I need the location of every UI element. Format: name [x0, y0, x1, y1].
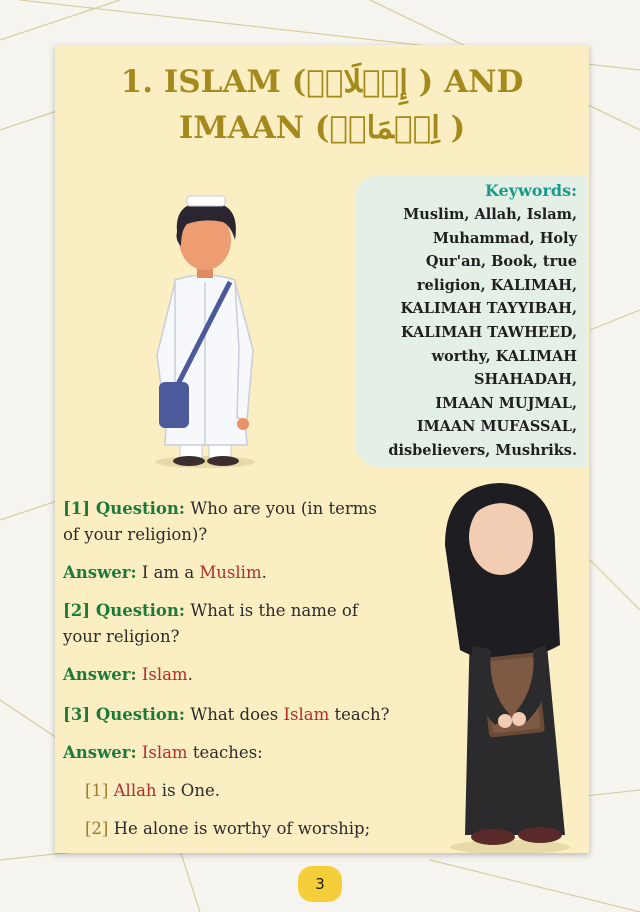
keyword-line: IMAAN MUJMAL, [435, 394, 577, 412]
keyword-line: Muhammad, Holy [432, 229, 577, 247]
answer-3 [63, 741, 263, 765]
answer-1 [63, 561, 267, 585]
keyword-line: Muslim, Allah, Islam, [403, 206, 577, 223]
list-text: is One. [156, 781, 220, 800]
list-highlight: Allah [113, 781, 157, 800]
page-number: 3 [298, 866, 342, 902]
keyword-line: worthy, KALIMAH [431, 347, 577, 365]
keyword-line: disbelievers, Mushriks. [388, 441, 577, 459]
list-number: [1] [85, 781, 109, 800]
answer-text: teaches: [187, 743, 263, 762]
question-1 [63, 497, 377, 521]
keywords-heading: Keywords: [484, 181, 577, 200]
answer-highlight: Muslim [199, 563, 262, 582]
answer-end: . [261, 563, 267, 582]
question-1-cont [63, 523, 207, 547]
answer-label: Answer: [63, 563, 137, 582]
question-label: [1] Question: [63, 499, 185, 518]
question-text: of your religion)? [63, 525, 208, 544]
answer-highlight: Islam [141, 665, 188, 684]
question-label: [2] Question: [63, 601, 185, 620]
answer-label: Answer: [63, 665, 137, 684]
book-page [55, 45, 589, 853]
answer-label: Answer: [63, 743, 137, 762]
answer-2 [63, 663, 193, 687]
boy-illustration [135, 170, 275, 470]
keywords-box [355, 175, 587, 467]
title-line-2: IMAAN (اِیۡمَانۡ ) [178, 110, 466, 146]
keyword-line: KALIMAH TAWHEED, [400, 323, 577, 341]
keywords-list [355, 203, 577, 463]
list-number: [2] [85, 819, 109, 838]
question-highlight: Islam [283, 705, 330, 724]
answer-highlight: Islam [141, 743, 188, 762]
page-title [55, 59, 589, 151]
question-text: Who are you (in terms [184, 499, 377, 518]
answer-text: I am a [136, 563, 200, 582]
question-end: teach? [329, 705, 390, 724]
girl-illustration [415, 475, 585, 853]
question-label: [3] Question: [63, 705, 185, 724]
list-item [85, 779, 220, 803]
answer-end: . [187, 665, 193, 684]
keyword-line: Qur'an, Book, true [425, 253, 577, 271]
keyword-line: IMAAN MUFASSAL, [416, 418, 577, 436]
question-text: What does [184, 705, 284, 724]
question-text: What is the name of [184, 601, 358, 620]
question-3 [63, 703, 389, 727]
list-item [85, 817, 370, 841]
question-2-cont [63, 625, 179, 649]
question-text: your religion? [63, 627, 180, 646]
question-2 [63, 599, 358, 623]
title-line-1: 1. ISLAM (إِسۡلَامۡ ) AND [120, 64, 524, 100]
keyword-line: KALIMAH TAYYIBAH, [400, 300, 577, 318]
keyword-line: SHAHADAH, [474, 371, 577, 389]
list-text: He alone is worthy of worship; [108, 819, 371, 838]
keyword-line: religion, KALIMAH, [416, 276, 577, 294]
